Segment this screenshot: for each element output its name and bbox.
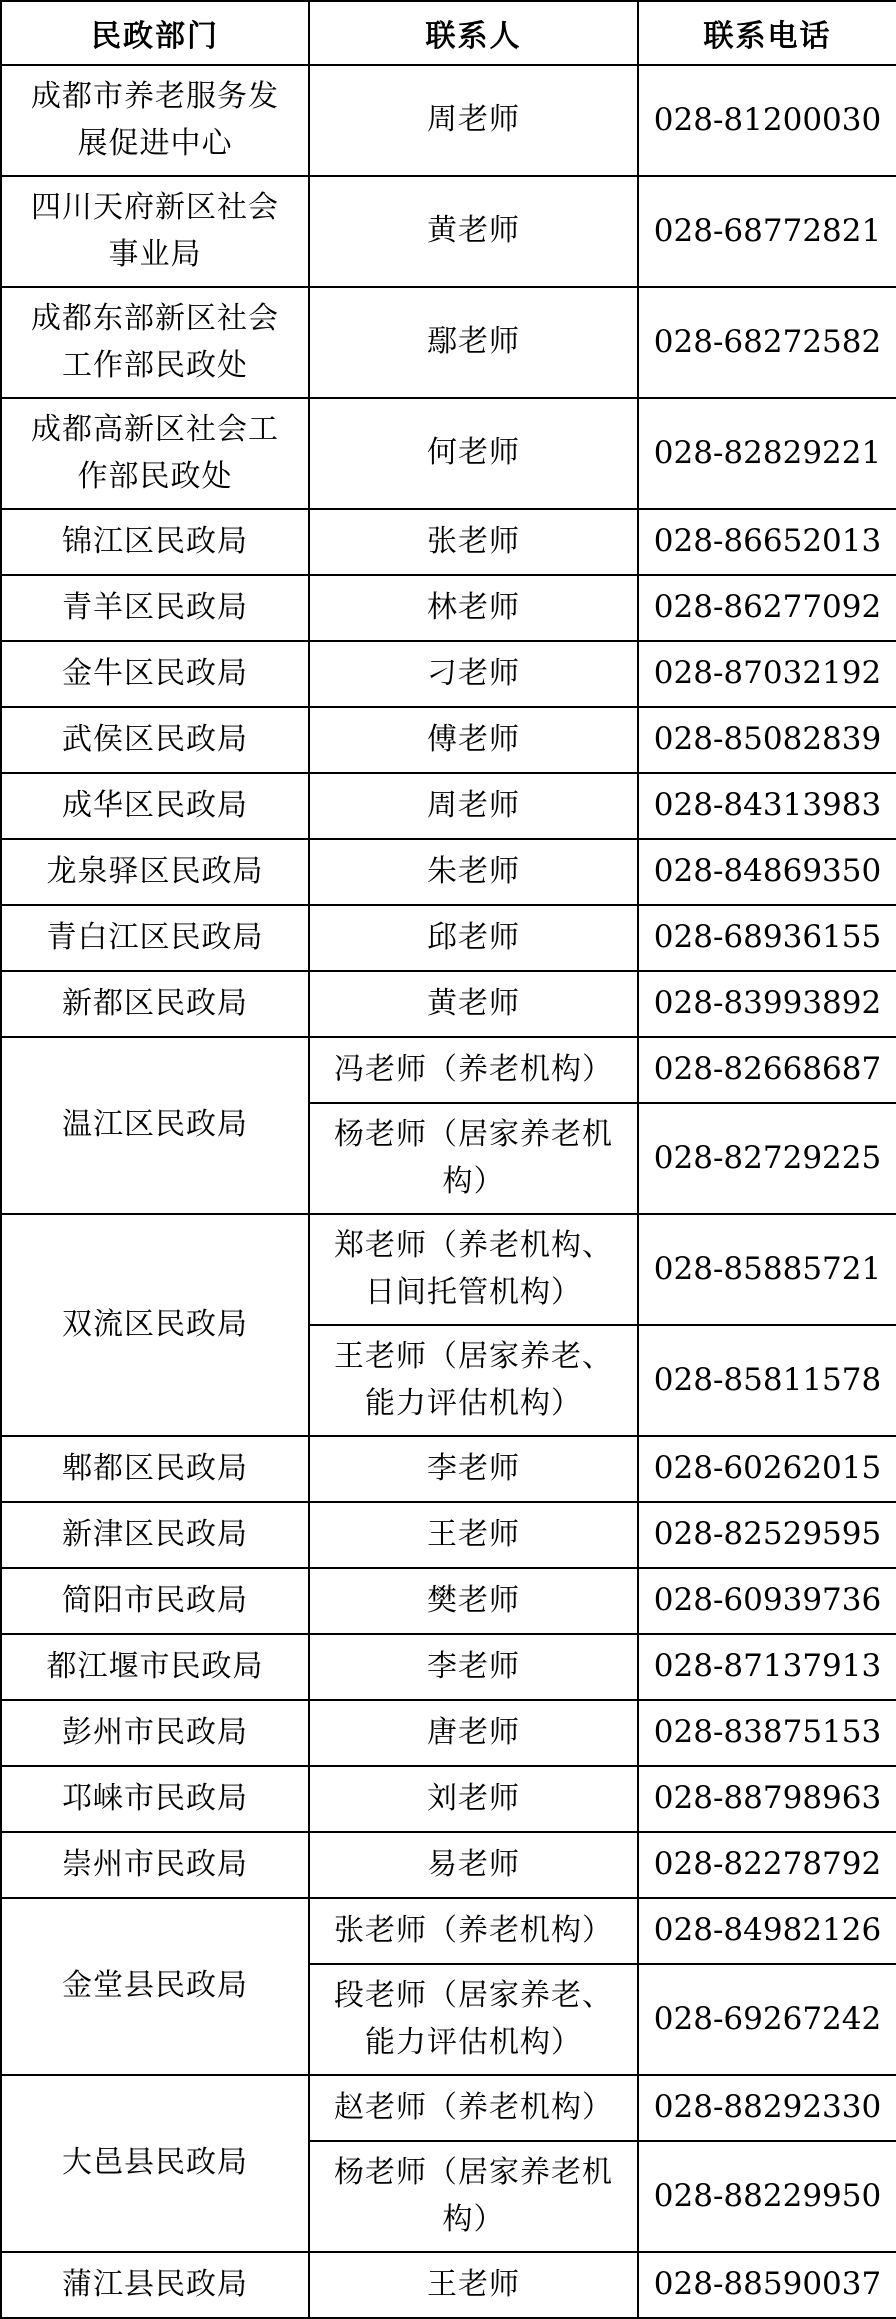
contact-phone-cell: 028-82278792 [638,1832,896,1898]
contact-name-cell: 周老师 [309,773,638,839]
contact-phone-cell: 028-85885721 [638,1214,896,1325]
table-row [1,1766,896,1832]
contact-phone-cell: 028-88229950 [638,2141,896,2252]
contact-name-cell: 刁老师 [309,641,638,707]
table-row [1,905,896,971]
table-row [1,2252,896,2318]
table-row [1,509,896,575]
table-row [1,707,896,773]
header-contact-person: 联系人 [309,1,638,65]
table-row [1,773,896,839]
contact-phone-cell: 028-87032192 [638,641,896,707]
contact-name-cell: 王老师 [309,1502,638,1568]
contact-phone-cell: 028-84313983 [638,773,896,839]
contact-phone-cell: 028-86652013 [638,509,896,575]
contact-phone-cell: 028-83993892 [638,971,896,1037]
department-cell: 龙泉驿区民政局 [1,839,309,905]
contact-phone-cell: 028-85811578 [638,1325,896,1436]
contact-name-cell: 冯老师（养老机构） [309,1037,638,1103]
table-row [1,176,896,287]
contact-phone-cell: 028-60262015 [638,1436,896,1502]
department-cell: 双流区民政局 [1,1214,309,1436]
contact-name-cell: 段老师（居家养老、能力评估机构） [309,1964,638,2075]
table-row [1,1634,896,1700]
contact-phone-cell: 028-82668687 [638,1037,896,1103]
table-body [1,65,896,2318]
department-cell: 温江区民政局 [1,1037,309,1214]
contact-phone-cell: 028-88798963 [638,1766,896,1832]
contact-name-cell: 杨老师（居家养老机构） [309,2141,638,2252]
department-cell: 金堂县民政局 [1,1898,309,2075]
contact-phone-cell: 028-88292330 [638,2075,896,2141]
contact-name-cell: 李老师 [309,1436,638,1502]
department-cell: 青白江区民政局 [1,905,309,971]
table-row [1,2075,896,2141]
contact-name-cell: 樊老师 [309,1568,638,1634]
department-cell: 成都东部新区社会工作部民政处 [1,287,309,398]
department-cell: 郫都区民政局 [1,1436,309,1502]
contact-phone-cell: 028-87137913 [638,1634,896,1700]
contact-name-cell: 张老师（养老机构） [309,1898,638,1964]
table-row [1,839,896,905]
contact-phone-cell: 028-84982126 [638,1898,896,1964]
department-cell: 新都区民政局 [1,971,309,1037]
contact-name-cell: 张老师 [309,509,638,575]
table-row [1,1502,896,1568]
contact-name-cell: 赵老师（养老机构） [309,2075,638,2141]
contact-phone-cell: 028-68772821 [638,176,896,287]
department-cell: 新津区民政局 [1,1502,309,1568]
contact-phone-cell: 028-82829221 [638,398,896,509]
table-row [1,1898,896,1964]
contact-phone-cell: 028-81200030 [638,65,896,176]
contact-name-cell: 傅老师 [309,707,638,773]
department-cell: 武侯区民政局 [1,707,309,773]
table-row [1,1214,896,1325]
contact-name-cell: 周老师 [309,65,638,176]
department-cell: 金牛区民政局 [1,641,309,707]
contact-phone-cell: 028-82729225 [638,1103,896,1214]
department-cell: 青羊区民政局 [1,575,309,641]
table-row [1,1436,896,1502]
contact-name-cell: 王老师 [309,2252,638,2318]
table-row [1,1568,896,1634]
department-cell: 简阳市民政局 [1,1568,309,1634]
contact-name-cell: 杨老师（居家养老机构） [309,1103,638,1214]
contact-phone-cell: 028-88590037 [638,2252,896,2318]
contact-name-cell: 林老师 [309,575,638,641]
department-cell: 邛崃市民政局 [1,1766,309,1832]
table-row [1,641,896,707]
header-contact-phone: 联系电话 [638,1,896,65]
contact-phone-cell: 028-85082839 [638,707,896,773]
department-cell: 成都高新区社会工作部民政处 [1,398,309,509]
contact-phone-cell: 028-68936155 [638,905,896,971]
contact-phone-cell: 028-68272582 [638,287,896,398]
contact-name-cell: 邱老师 [309,905,638,971]
contact-name-cell: 郑老师（养老机构、日间托管机构） [309,1214,638,1325]
table-row [1,1700,896,1766]
contact-name-cell: 黄老师 [309,971,638,1037]
department-cell: 蒲江县民政局 [1,2252,309,2318]
contact-name-cell: 黄老师 [309,176,638,287]
contact-phone-cell: 028-82529595 [638,1502,896,1568]
contact-phone-cell: 028-86277092 [638,575,896,641]
contact-name-cell: 刘老师 [309,1766,638,1832]
department-cell: 崇州市民政局 [1,1832,309,1898]
contact-name-cell: 唐老师 [309,1700,638,1766]
contact-name-cell: 朱老师 [309,839,638,905]
department-cell: 彭州市民政局 [1,1700,309,1766]
table-row [1,398,896,509]
department-cell: 锦江区民政局 [1,509,309,575]
contact-name-cell: 何老师 [309,398,638,509]
department-cell: 都江堰市民政局 [1,1634,309,1700]
department-cell: 成都市养老服务发展促进中心 [1,65,309,176]
table-header [1,1,896,65]
contact-name-cell: 王老师（居家养老、能力评估机构） [309,1325,638,1436]
table-row [1,1832,896,1898]
department-cell: 成华区民政局 [1,773,309,839]
contact-phone-cell: 028-84869350 [638,839,896,905]
contact-phone-cell: 028-69267242 [638,1964,896,2075]
header-department: 民政部门 [1,1,309,65]
contact-phone-cell: 028-83875153 [638,1700,896,1766]
table-row [1,287,896,398]
department-cell: 大邑县民政局 [1,2075,309,2252]
header-row [1,1,896,65]
contact-name-cell: 易老师 [309,1832,638,1898]
contact-name-cell: 李老师 [309,1634,638,1700]
table-row [1,65,896,176]
table-row [1,1037,896,1103]
contact-phone-cell: 028-60939736 [638,1568,896,1634]
table-row [1,575,896,641]
department-cell: 四川天府新区社会事业局 [1,176,309,287]
contact-name-cell: 鄢老师 [309,287,638,398]
table-row [1,971,896,1037]
